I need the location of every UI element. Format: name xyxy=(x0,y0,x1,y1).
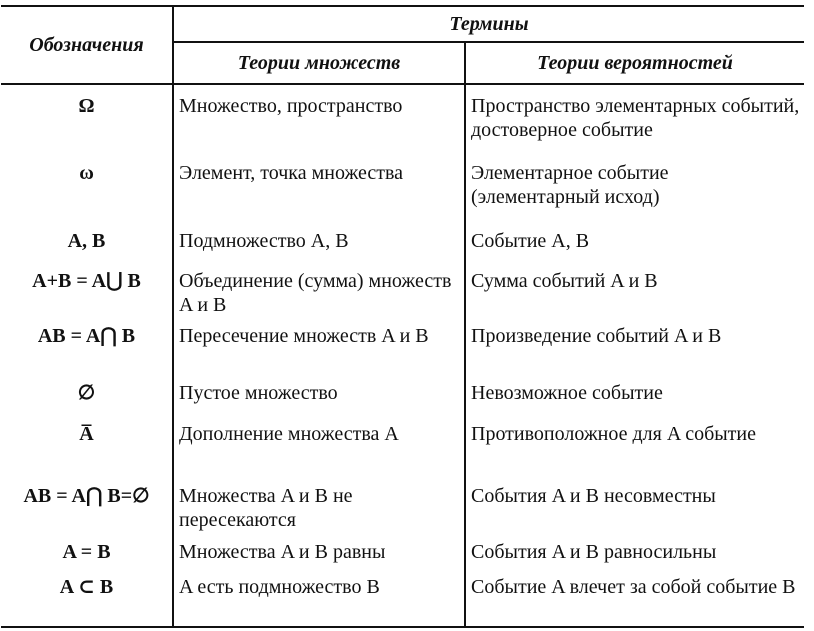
set-theory-cell: Пустое множество xyxy=(173,378,465,418)
symbol-cell: Ω xyxy=(78,95,95,117)
probability-cell: Противоположное для A событие xyxy=(465,418,804,481)
symbol-cell: AB = A⋂ B xyxy=(37,325,136,347)
probability-cell: Событие A, B xyxy=(465,222,804,266)
probability-cell: Сумма событий A и B xyxy=(465,266,804,320)
symbol-cell: A = B xyxy=(62,541,111,563)
table-row xyxy=(1,378,804,418)
header-terms: Термины xyxy=(173,6,804,42)
header-set-theory: Теории множеств xyxy=(173,42,465,84)
probability-cell: Пространство элементарных событий, достоверное событие xyxy=(465,84,804,155)
probability-cell: Элементарное событие (элементарный исход) xyxy=(465,155,804,222)
probability-cell: Событие A влечет за собой событие B xyxy=(465,573,804,627)
set-theory-cell: Подмножество A, B xyxy=(173,222,465,266)
symbol-cell: ∅ xyxy=(77,382,96,404)
set-theory-cell: A есть подмножество B xyxy=(173,573,465,627)
set-theory-cell: Пересечение множеств A и B xyxy=(173,320,465,378)
symbol-cell: A, B xyxy=(67,230,106,252)
table-row xyxy=(1,266,804,320)
table-row xyxy=(1,320,804,378)
probability-cell: События A и B несовместны xyxy=(465,481,804,537)
probability-cell: Невозможное событие xyxy=(465,378,804,418)
symbol-cell: ω xyxy=(79,162,94,184)
table-body xyxy=(1,84,804,627)
symbol-cell: AB = A⋂ B=∅ xyxy=(23,485,150,507)
set-theory-cell: Множество, пространство xyxy=(173,84,465,155)
table-row xyxy=(1,84,804,155)
set-theory-cell: Элемент, точка множества xyxy=(173,155,465,222)
table-header xyxy=(1,6,804,84)
table-row xyxy=(1,155,804,222)
set-theory-cell: Множества A и B равны xyxy=(173,537,465,573)
set-theory-cell: Объединение (сумма) множеств A и B xyxy=(173,266,465,320)
table-row xyxy=(1,537,804,573)
terms-table xyxy=(1,5,804,628)
probability-cell: Произведение событий A и B xyxy=(465,320,804,378)
set-theory-cell: Множества A и B не пересекаются xyxy=(173,481,465,537)
table-row xyxy=(1,481,804,537)
table-row xyxy=(1,222,804,266)
header-probability: Теории вероятностей xyxy=(465,42,804,84)
symbol-cell: A+B = A⋃ B xyxy=(32,270,141,292)
set-theory-cell: Дополнение множества A xyxy=(173,418,465,481)
symbol-cell: A ⊂ B xyxy=(59,576,114,598)
header-symbols: Обозначения xyxy=(29,34,144,56)
probability-cell: События A и B равносильны xyxy=(465,537,804,573)
table-row xyxy=(1,573,804,627)
table-row xyxy=(1,418,804,481)
symbol-cell: A̅ xyxy=(79,423,94,445)
